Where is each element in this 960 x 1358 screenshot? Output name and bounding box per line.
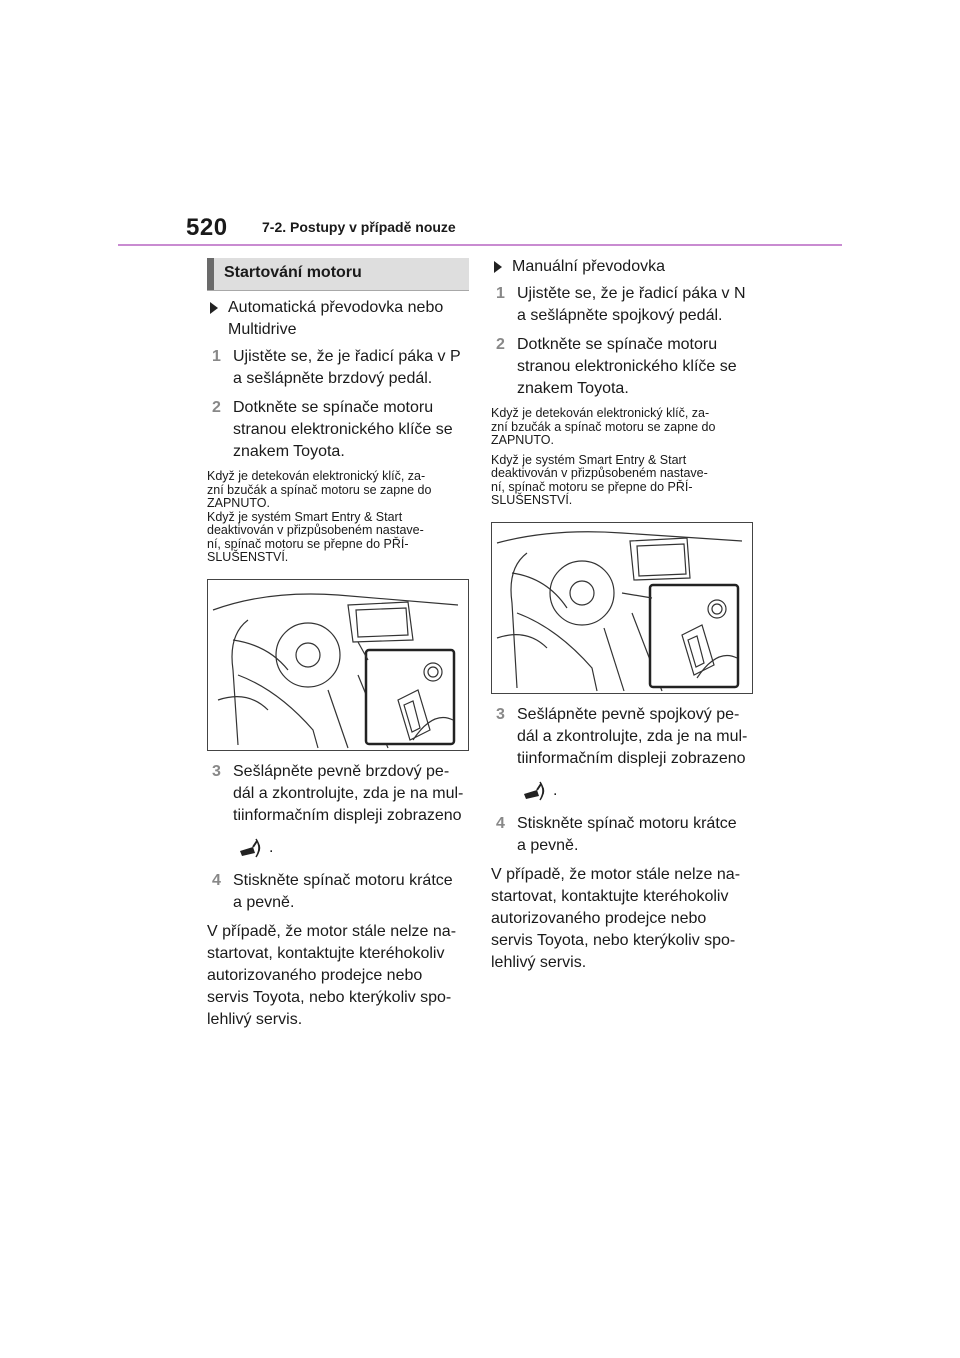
driver-illustration: [492, 523, 752, 693]
step-number: 3: [212, 762, 221, 780]
bullet-automatic-transmission: [207, 297, 469, 341]
triangle-right-icon: [210, 302, 218, 314]
step-number: 3: [496, 705, 505, 723]
step-line: a sešlápněte spojkový pedál.: [517, 307, 723, 324]
left-column: [207, 258, 469, 1031]
step-line: Stiskněte spínač motoru krátce: [517, 814, 737, 832]
step-line: a sešlápněte brzdový pedál.: [233, 370, 433, 387]
right-column: [491, 256, 753, 974]
step-line: Dotkněte se spínače motoru: [517, 336, 718, 353]
header-rule: [118, 244, 842, 246]
page-number: 520: [186, 214, 228, 241]
step-number: 4: [212, 871, 221, 889]
note-line: deaktivován v přizpůsobeném nastave-: [207, 523, 424, 537]
illustration-driver-manual: [491, 522, 753, 694]
note-line: zní bzučák a spínač motoru se zapne do: [491, 419, 716, 434]
note: [491, 454, 753, 508]
note-line: ní, spínač motoru se přepne do PŘÍ-: [207, 536, 409, 551]
chapter-title: 7-2. Postupy v případě nouze: [262, 219, 456, 235]
step-2: [491, 334, 753, 400]
step-line: znakem Toyota.: [233, 443, 345, 460]
indicator-suffix: .: [269, 838, 274, 856]
step-line: Sešlápněte pevně brzdový pe-: [233, 762, 450, 780]
para-line: servis Toyota, nebo kterýkoliv spo-: [491, 931, 736, 949]
bullet-line: Manuální převodovka: [512, 258, 665, 275]
para-line: lehlivý servis.: [491, 953, 587, 971]
closing-paragraph: [207, 921, 469, 1031]
step-line: dál a zkontrolujte, zda je na mul-: [233, 784, 464, 802]
bullet-line: Automatická převodovka nebo: [228, 299, 444, 316]
brake-pedal-indicator-icon: [521, 780, 547, 802]
note: [207, 470, 469, 565]
para-line: servis Toyota, nebo kterýkoliv spo-: [207, 988, 452, 1006]
note-line: Když je systém Smart Entry & Start: [207, 509, 403, 524]
illustration-driver-automatic: [207, 579, 469, 751]
step-2: [207, 397, 469, 463]
step-line: znakem Toyota.: [517, 380, 629, 397]
step-line: tiinformačním displeji zobrazeno: [233, 806, 462, 824]
para-line: V případě, že motor stále nelze na-: [491, 865, 741, 883]
para-line: autorizovaného prodejce nebo: [491, 909, 707, 927]
note: [491, 407, 753, 448]
bullet-line: Multidrive: [228, 321, 297, 338]
step-number: 1: [496, 285, 505, 302]
para-line: startovat, kontaktujte kteréhokoliv: [491, 887, 729, 905]
step-line: dál a zkontrolujte, zda je na mul-: [517, 727, 748, 745]
step-line: Dotkněte se spínače motoru: [233, 399, 434, 416]
brake-pedal-indicator-icon: [237, 837, 263, 859]
driver-illustration: [208, 580, 468, 750]
step-1: [207, 346, 469, 390]
step-3: [207, 761, 469, 827]
note-line: ní, spínač motoru se přepne do PŘÍ-: [491, 479, 693, 494]
note-line: SLUŠENSTVÍ.: [207, 550, 289, 564]
para-line: autorizovaného prodejce nebo: [207, 966, 423, 984]
triangle-right-icon: [494, 261, 502, 273]
step-3: [491, 704, 753, 770]
step-4: [207, 870, 469, 914]
indicator-line: [491, 777, 753, 805]
step-line: Sešlápněte pevně spojkový pe-: [517, 705, 740, 723]
para-line: V případě, že motor stále nelze na-: [207, 922, 457, 940]
step-number: 1: [212, 348, 221, 365]
closing-paragraph: [491, 864, 753, 974]
step-line: a pevně.: [517, 836, 579, 854]
step-number: 2: [212, 399, 221, 416]
step-line: stranou elektronického klíče se: [517, 358, 737, 375]
indicator-line: [207, 834, 469, 862]
step-4: [491, 813, 753, 857]
indicator-suffix: .: [553, 781, 558, 799]
note-line: Když je systém Smart Entry & Start: [491, 452, 687, 467]
section-title: Startování motoru: [207, 258, 469, 290]
note-line: Když je detekován elektronický klíč, za-: [207, 469, 426, 483]
note-line: SLUŠENSTVÍ.: [491, 493, 573, 507]
step-line: Ujistěte se, že je řadicí páka v P: [233, 348, 461, 365]
note-line: zní bzučák a spínač motoru se zapne do: [207, 482, 432, 497]
step-1: [491, 283, 753, 327]
step-line: Ujistěte se, že je řadicí páka v N: [517, 285, 746, 302]
note-line: ZAPNUTO.: [207, 496, 270, 510]
para-line: lehlivý servis.: [207, 1010, 303, 1028]
step-line: stranou elektronického klíče se: [233, 421, 453, 438]
step-number: 2: [496, 336, 505, 353]
step-line: Stiskněte spínač motoru krátce: [233, 871, 453, 889]
step-number: 4: [496, 814, 505, 832]
para-line: startovat, kontaktujte kteréhokoliv: [207, 944, 445, 962]
note-line: Když je detekován elektronický klíč, za-: [491, 406, 710, 420]
note-line: deaktivován v přizpůsobeném nastave-: [491, 466, 708, 480]
step-line: tiinformačním displeji zobrazeno: [517, 749, 746, 767]
note-line: ZAPNUTO.: [491, 433, 554, 447]
step-line: a pevně.: [233, 893, 295, 911]
bullet-manual-transmission: [491, 256, 753, 278]
